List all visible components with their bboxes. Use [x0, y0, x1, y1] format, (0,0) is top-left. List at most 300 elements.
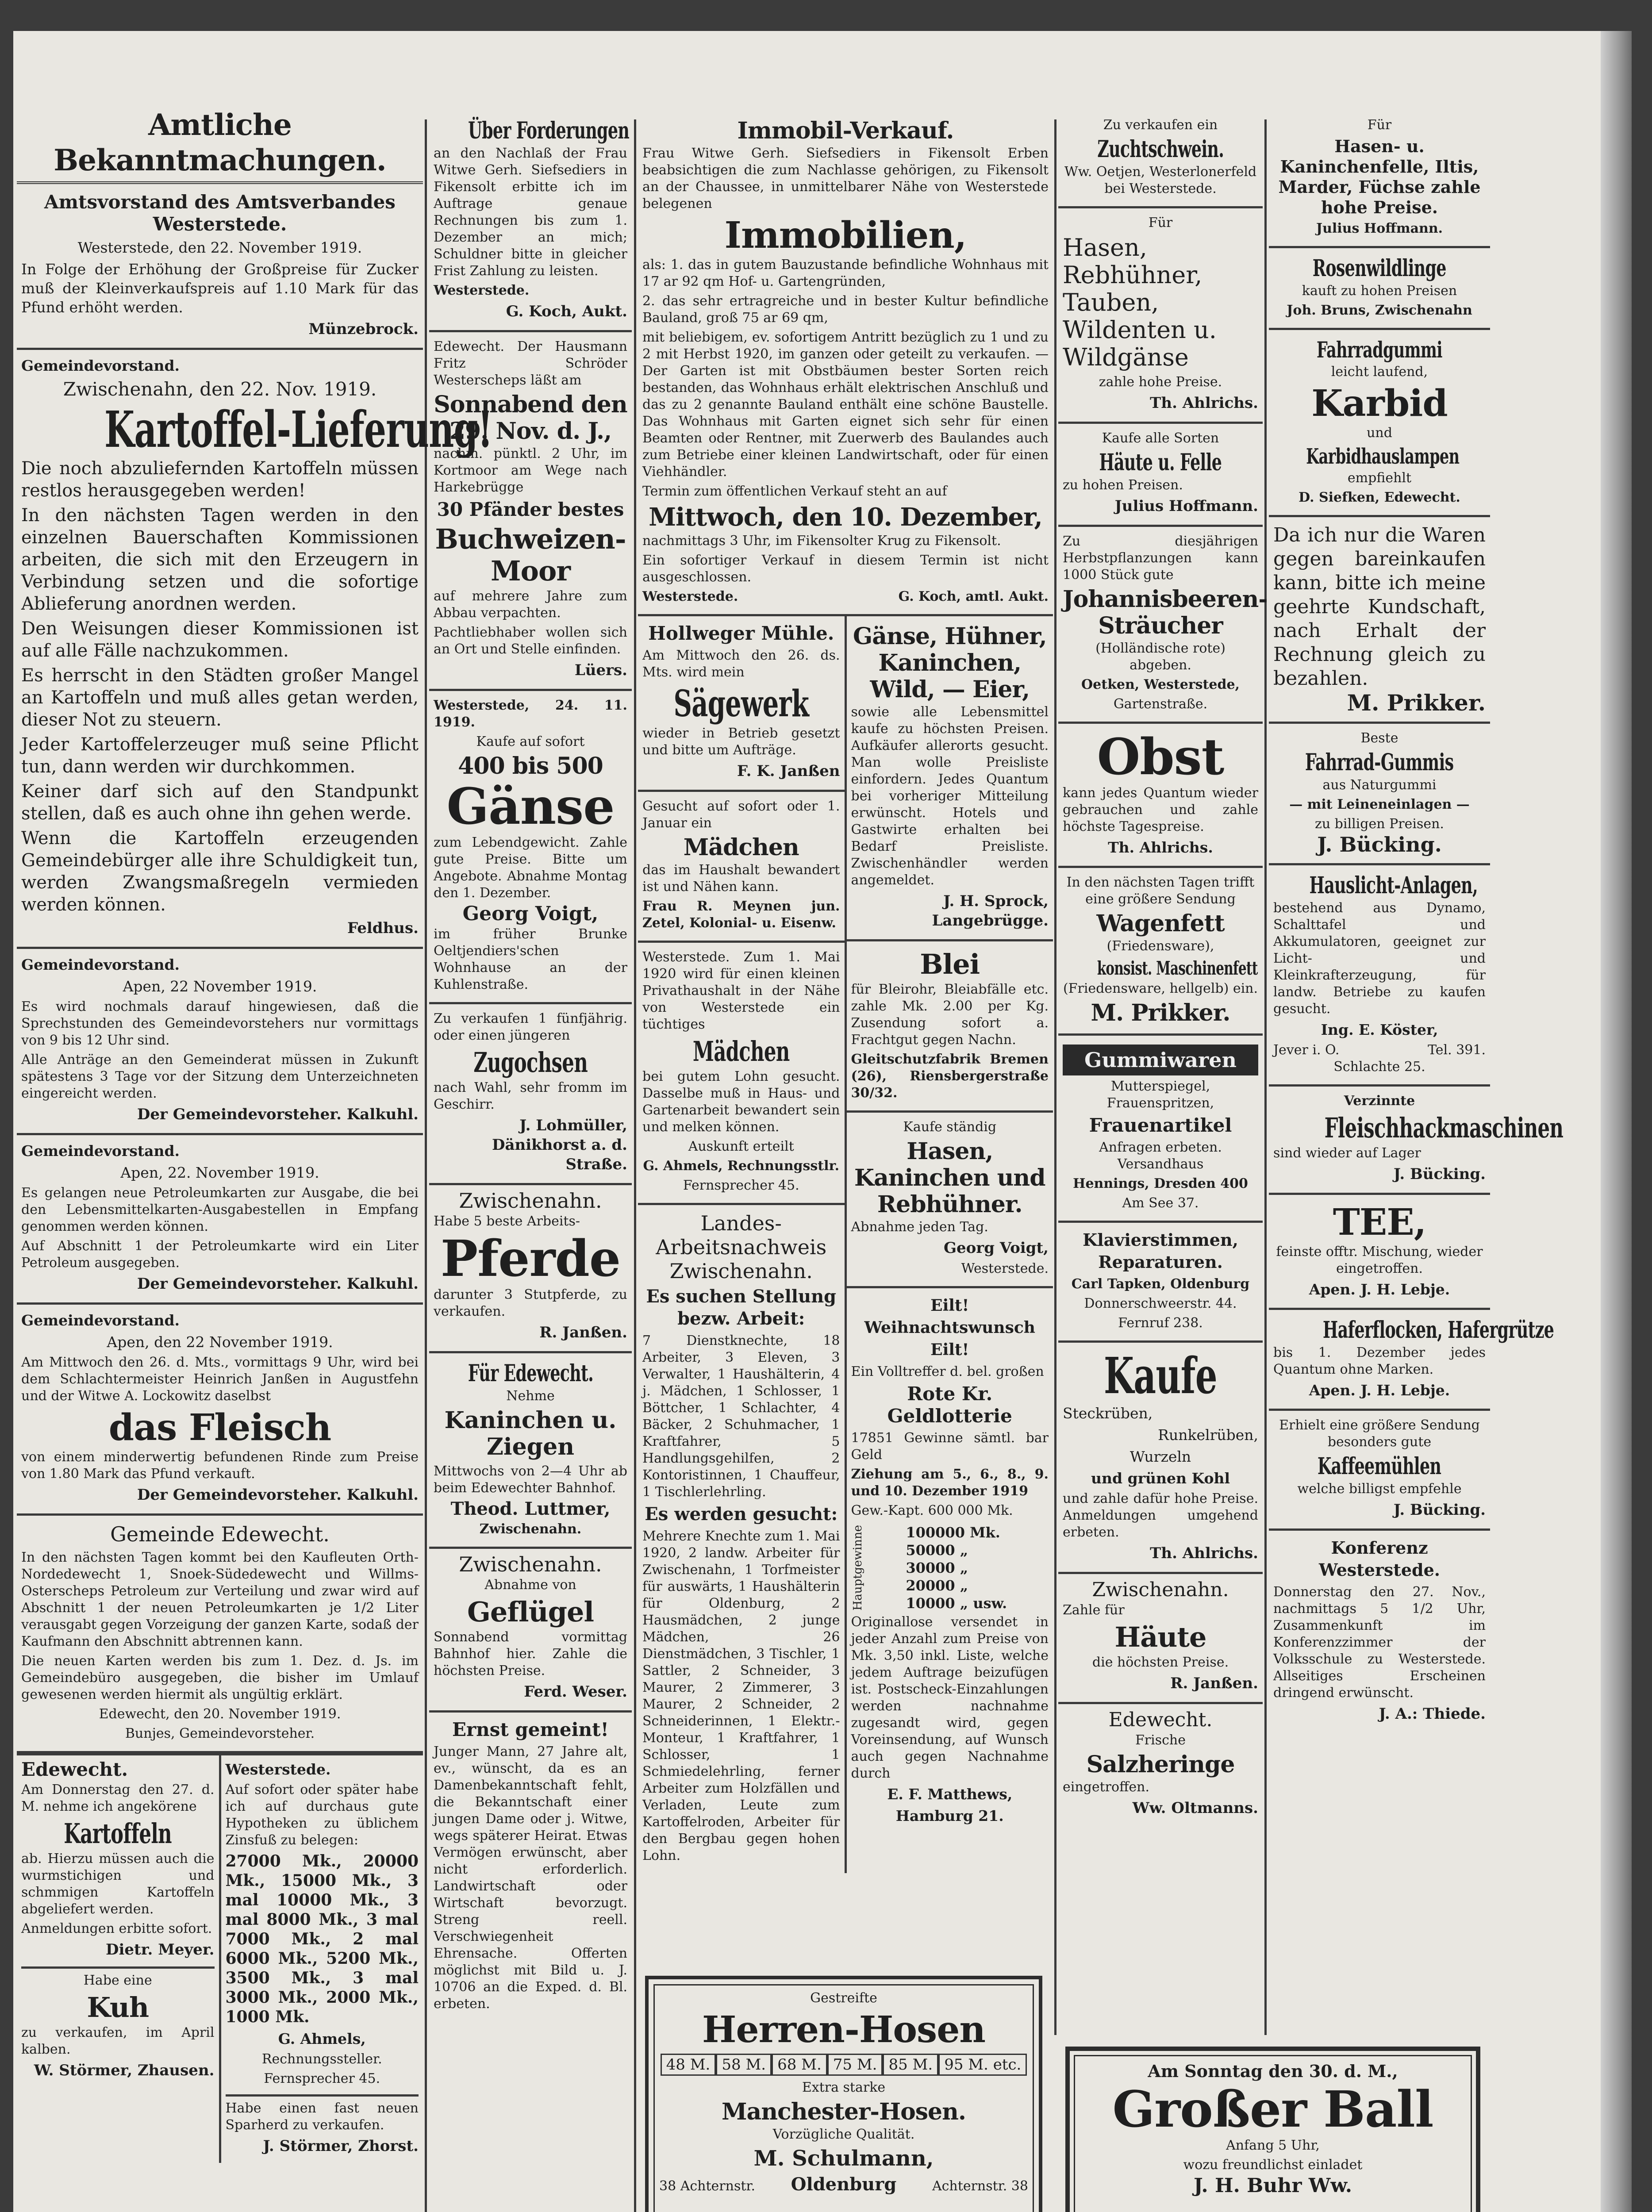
ad-headline: Kaninchen u. Ziegen	[444, 1407, 617, 1460]
price-list	[659, 2054, 1028, 2076]
ad-headline: Wagenfett	[1096, 910, 1225, 937]
column-1	[17, 106, 493, 2212]
ad-headline: Pferde	[440, 1230, 621, 1288]
ad-title: Zwischenahn.	[459, 1552, 602, 1576]
notice-potato-delivery	[17, 350, 493, 949]
ad-labor-exchange	[638, 1205, 845, 1873]
ad-game-buyer	[847, 1113, 1053, 1288]
ad-headline: Gummiwaren	[1063, 1045, 1258, 1075]
ad-body: Da ich nur die Waren gegen bareinkaufen kann, bitte ich meine geehrte Kundschaft, nach Erhalt der Rechnung gleich zu bezahlen.	[1273, 524, 1486, 690]
ad-body: für Bleirohr, Bleiabfälle etc. zahle Mk. 2.00 per Kg. Zusendung sofort a. Frachtgut gegen Nachn.	[851, 982, 1049, 1048]
ad-piano-tuning	[1058, 1223, 1263, 1343]
ad-body: Gew.-Kapt. 600 000 Mk.	[851, 1503, 1013, 1518]
ad-signature: M. Prikker.	[1091, 999, 1230, 1026]
ad-body: an den Nachlaß der Frau Witwe Gerh. Siefsediers in Fikensolt erbitte ich im Auftrage genaue Rechnungen bis zum 1. Dezember an mich; Schuldner bitte in gleicher Frist Zahlung zu leisten.	[434, 146, 627, 279]
ad-title: Immobil-Verkauf.	[737, 117, 954, 144]
notice-body: In Folge der Erhöhung der Großpreise für Zucker muß der Kleinverkaufspreis auf 1.10 Mark für das Pfund erhöht werden.	[21, 261, 419, 316]
column-3-split	[638, 616, 1053, 1873]
ad-headline: Kuh	[87, 1991, 149, 2024]
table-row: 30000 „	[906, 1559, 968, 1576]
ad-signature: Rechnungssteller.	[261, 2051, 382, 2067]
notice-body: Den Weisungen dieser Kommissionen ist auf alle Fälle nachzukommen.	[21, 618, 419, 661]
ad-top: Gestreifte	[810, 1990, 877, 2006]
ad-signature: Hennings, Dresden 400	[1073, 1176, 1248, 1191]
ad-signature: G. Ahmels, Rechnungsstlr.	[643, 1158, 840, 1174]
ad-headline: Fahrradgummi	[1317, 337, 1442, 363]
ad-signature: Lüers.	[574, 661, 627, 679]
ad-signature: Frau R. Meynen jun. Zetel, Kolonial- u. Eisenw.	[642, 899, 840, 931]
ad-headline: Kartoffeln	[64, 1817, 172, 1850]
ad-title: Zwischenahn.	[459, 1189, 602, 1213]
ad-label: Hauptgewinne	[851, 1525, 864, 1611]
ad-maid-zetel	[638, 792, 845, 943]
notice-body: Wenn die Kartoffeln erzeugenden Gemeindebürger alle ihre Schuldigkeit tun, werden Zwangsmaßregeln vermieden werden können.	[21, 828, 419, 915]
notice-body: Jeder Kartoffelerzeuger muß seine Pflicht tun, dann werden wir durchkommen.	[21, 734, 419, 777]
ad-headline: Mädchen	[692, 1035, 790, 1068]
notice-date: Apen, 22. November 1919.	[120, 1164, 319, 1181]
ad-body: Habe eine	[83, 1973, 152, 1988]
ad-signature: Fernsprecher 45.	[264, 2071, 380, 2086]
notice-title: Gemeinde Edewecht.	[110, 1522, 330, 1546]
ad-title: Edewecht.	[1108, 1709, 1213, 1731]
ad-signature: Julius Hoffmann.	[1114, 497, 1258, 515]
ad-signature: Th. Ahlrichs.	[1150, 1544, 1258, 1562]
ad-headline: Häute u. Felle	[1099, 449, 1222, 476]
notice-body: Es herrscht in den Städten großer Mangel an Kartoffeln und muß alles getan werden, dieser Not zu steuern.	[21, 665, 419, 730]
ad-signature: F. K. Janßen	[737, 762, 840, 780]
ad-title: Edewecht.	[21, 1759, 128, 1780]
ad-signature: Fernsprecher 45.	[683, 1178, 799, 1193]
ad-title: Hollweger Mühle.	[648, 622, 834, 644]
ad-rose-stock	[1269, 248, 1490, 330]
ad-fruit	[1058, 724, 1263, 868]
notice-meat-sale	[17, 1305, 423, 1516]
column-rule	[1054, 119, 1057, 2035]
ad-signature: J. Bücking.	[1317, 833, 1442, 856]
notice-body: Es gelangen neue Petroleumkarten zur Ausgabe, die bei den Lebensmittelkarten-Ausgabestellen in Empfang genommen werden können.	[21, 1185, 419, 1234]
notice-body: Alle Anträge an den Gemeinderat müssen in Zukunft spätestens 3 Tage vor der Sitzung dem Unterzeichneten eingereicht werden.	[21, 1052, 419, 1101]
column-1-split	[17, 1753, 423, 2163]
notice-title: Gemeindevorstand.	[21, 1312, 180, 1329]
price-tag: 58 M.	[716, 2054, 772, 2076]
ad-body: Termin zum öffentlichen Verkauf steht an auf	[642, 484, 947, 499]
ad-house-lighting	[1269, 865, 1490, 1087]
ad-headline: Obst	[1097, 728, 1224, 786]
ad-body: Zu diesjährigen Herbstpflanzungen kann 1000 Stück gute	[1063, 534, 1258, 583]
section-heading: Amtliche Bekanntmachungen.	[17, 107, 423, 184]
ad-rabbits-goats	[429, 1353, 632, 1549]
ad-headline: Hauslicht-Anlagen,	[1309, 872, 1478, 899]
ad-body: nachm. pünktl. 2 Uhr, im Kortmoor am Wege nach Harkebrügge	[434, 446, 627, 495]
ad-body: Steckrüben,	[1063, 1405, 1153, 1422]
ad-date: Westerstede, 24. 11. 1919.	[434, 698, 627, 730]
ad-headline: TEE,	[1333, 1201, 1426, 1244]
table-row: 10000 „ usw.	[906, 1595, 1007, 1612]
ad-body: Westerstede. Zum 1. Mai 1920 wird für einen kleinen Privathaushalt in der Nähe von Westerstede ein tüchtiges	[642, 949, 840, 1032]
ad-body: Anfragen erbeten. Versandhaus	[1099, 1140, 1222, 1172]
ad-signature: Tel. 391.	[1428, 1042, 1486, 1058]
ad-body: darunter 3 Stutpferde, zu verkaufen.	[434, 1287, 627, 1319]
ad-signature: Gartenstraße.	[1113, 696, 1208, 712]
notice-signature: Feldhus.	[347, 919, 419, 937]
ad-signature: Jever i. O.	[1273, 1042, 1340, 1058]
ad-body: eingetroffen.	[1063, 1779, 1150, 1795]
ad-signature: J. Lohmüller, Dänikhorst a. d. Straße.	[492, 1117, 627, 1173]
ad-body: Abnahme jeden Tag.	[851, 1219, 988, 1235]
ad-sawmill	[638, 616, 845, 792]
ad-signature: Th. Ahlrichs.	[1150, 394, 1258, 412]
ad-headline: 400 bis 500	[458, 753, 603, 780]
ad-signature: M. Prikker.	[1347, 690, 1486, 716]
ad-body: Pachtliebhaber wollen sich an Ort und Stelle einfinden.	[434, 625, 627, 657]
ad-place: Westerstede.	[642, 589, 738, 604]
ad-item: 2. das sehr ertragreiche und in bester Kultur befindliche Bauland, groß 75 ar 69 qm,	[642, 293, 1049, 326]
ad-body: Runkelrüben,	[1158, 1426, 1258, 1444]
ad-headline: Hasen, Rebhühner, Tauben, Wildenten u. Wildgänse	[1063, 234, 1217, 371]
notice-edewecht-petroleum	[17, 1516, 423, 1753]
ad-bike-tires	[1269, 724, 1490, 865]
ad-title: Landes-Arbeitsnachweis Zwischenahn.	[656, 1211, 827, 1283]
ad-headline: Gänse	[446, 778, 615, 836]
ad-body: ab. Hierzu müssen auch die wurmstichigen und schmmigen Kartoffeln abgeliefert werden.	[21, 1851, 215, 1917]
ad-headline: Kaffeemühlen	[1318, 1453, 1441, 1480]
ad-headline: Johannisbeeren-Sträucher	[1063, 586, 1268, 639]
ad-claims	[429, 111, 632, 332]
notice-body: Die neuen Karten werden bis zum 1. Dez. d. Js. im Gemeindebüro ausgegeben, die bisher im Umlauf gewesenen werden hiermit als ungültig erklärt.	[21, 1653, 419, 1702]
ad-body: Nehme	[506, 1388, 555, 1404]
ad-headline: Über Forderungen	[468, 117, 630, 144]
ad-herring	[1058, 1704, 1263, 1827]
ad-signature: Hamburg 21.	[895, 1807, 1004, 1824]
ad-headline: Rote Kr. Geldlotterie	[887, 1383, 1012, 1427]
ad-body: Anfang 5 Uhr,	[1226, 2138, 1320, 2153]
notice-date: Apen, den 22 November 1919.	[107, 1333, 333, 1351]
ad-headline: Hasen, Kaninchen und Rebhühner.	[854, 1138, 1045, 1218]
ad-title: Ernst gemeint!	[452, 1719, 609, 1740]
ad-title: Eilt! Weihnachtswunsch Eilt!	[864, 1296, 1035, 1359]
ad-signature: J. H. Sprock, Langebrügge.	[932, 892, 1049, 929]
ad-sub: Extra starke	[802, 2080, 886, 2095]
ad-signature: Ww. Oltmanns.	[1132, 1799, 1258, 1817]
notice-body: Die noch abzuliefernden Kartoffeln müssen restlos herausgegeben werden!	[21, 458, 419, 501]
ad-pelts	[1269, 111, 1490, 248]
notice-date: Zwischenahn, den 22. Nov. 1919.	[63, 378, 377, 400]
ad-body: kauft zu hohen Preisen	[1302, 283, 1457, 299]
ad-body: Kaufe ständig	[903, 1119, 997, 1135]
notice-date: Edewecht, den 20. November 1919.	[99, 1706, 341, 1722]
column-3	[638, 111, 1053, 1964]
ad-body: bestehend aus Dynamo, Schalttafel und Akkumulatoren, geeignet zur Licht- und Kleinkrafterzeugung, für landw. Betriebe zu kaufen gesucht.	[1273, 900, 1486, 1017]
ad-body: (Friedensware),	[1106, 938, 1214, 954]
ad-subtitle: Es suchen Stellung bezw. Arbeit:	[646, 1286, 837, 1329]
ad-body: Donnerstag den 27. Nov., nachmittags 5 1/2 Uhr, Zusammenkunft im Konferenzzimmer der Volksschule zu Westerstede. Allseitiges Erscheinen dringend erwünscht.	[1273, 1584, 1486, 1701]
notice-date: Apen, 22 November 1919.	[123, 978, 317, 995]
ad-body: Kaufe auf sofort	[476, 734, 585, 749]
ad-address: Schlachte 25.	[1333, 1059, 1425, 1075]
ad-body: zahle hohe Preise.	[1099, 374, 1222, 390]
notice-signature: Münzebrock.	[308, 320, 419, 338]
ad-signature: Th. Ahlrichs.	[1108, 839, 1213, 856]
ad-body: das im Haushalt bewandert ist und Nähen kann.	[642, 862, 840, 895]
ad-headline: Gänse, Hühner, Kaninchen, Wild, — Eier,	[853, 623, 1047, 703]
ad-breeding-pig	[1058, 111, 1263, 208]
ad-address: 38 Achternstr.	[659, 2178, 756, 2194]
ad-body: In den nächsten Tagen trifft eine größere Sendung	[1066, 875, 1255, 907]
ad-signature: M. Schulmann,	[753, 2146, 934, 2171]
ad-signature: Julius Hoffmann.	[1316, 221, 1443, 236]
ad-body: Junger Mann, 27 Jahre alt, ev., wünscht, da es an Damenbekanntschaft fehlt, die Bekanntschaft einer jungen Dame oder j. Witwe, wegs späterer Heirat. Etwas Vermögen erwünscht, aber nicht erforderlich. Landwirtschaft oder Wirtschaft bevorzugt. Streng reell. Verschwiegenheit Ehrensache. Offerten möglichst mit Bild u. J. 10706 an die Exped. d. Bl. erbeten.	[434, 1744, 627, 2012]
ad-body: zu hohen Preisen.	[1063, 477, 1183, 493]
ad-signature: E. F. Matthews,	[887, 1786, 1013, 1803]
ad-headline: Zugochsen	[473, 1046, 588, 1079]
ad-body: und grünen Kohl	[1091, 1470, 1230, 1487]
ad-signature: W. Störmer, Zhausen.	[34, 2062, 215, 2079]
ad-ox	[429, 1004, 632, 1185]
ad-headline: Herren-Hosen	[702, 2008, 985, 2051]
ad-coffee-mills	[1269, 1411, 1490, 1531]
ad-address: Achternstr. 38	[932, 2178, 1028, 2194]
ad-body: Ein sofortiger Verkauf in diesem Termin ist nicht ausgeschlossen.	[642, 553, 1049, 585]
ad-signature: J. Bücking.	[1393, 1165, 1486, 1183]
ad-headline: Immobilien,	[724, 214, 967, 257]
notice-body: Keiner darf sich auf den Standpunkt stellen, daß es auch ohne ihn gehen werde.	[21, 781, 419, 824]
ad-headline: Fleischhackmaschinen	[1324, 1112, 1564, 1144]
ad-sub: Vorzügliche Qualität.	[772, 2127, 915, 2142]
ad-body: Originallose versendet in jeder Anzahl zum Preise von Mk. 3,50 inkl. Liste, welche jedem Auftrage beizufügen ist. Postscheck-Einzahlungen werden nachnahme zugesandt wird, gegen Voreinsendung, auf Wunsch auch gegen Nachnahme durch	[851, 1614, 1049, 1781]
ad-grease	[1058, 868, 1263, 1036]
ad-body: bei gutem Lohn gesucht. Dasselbe muß in Haus- und Gartenarbeit bewandert sein und melken können.	[642, 1069, 840, 1135]
ad-body: 17851 Gewinne sämtl. bar Geld	[851, 1430, 1049, 1463]
ad-signature: Dietr. Meyer.	[106, 1941, 215, 1959]
ad-headline: Mädchen	[683, 834, 799, 861]
notice-headline: das Fleisch	[108, 1406, 331, 1449]
price-tag: 85 M.	[883, 2054, 938, 2076]
ad-body: sowie alle Lebensmittel kaufe zu höchsten Preisen. Aufkäufer allerorts gesucht. Man wolle Preisliste einfordern. Jedes Quantum bei vorheriger Mitteilung erwünscht. Hotels und Gastwirte erhalten bei Bedarf Preisliste. Zwischenhändler werden angemeldet.	[851, 704, 1049, 888]
ad-signature: Carl Tapken, Oldenburg	[1071, 1276, 1250, 1292]
ad-signature: R. Janßen.	[1170, 1674, 1258, 1692]
column-rule	[634, 119, 636, 2212]
ad-headline: Fahrrad-Gummis	[1305, 749, 1454, 776]
ad-game-prices	[1058, 208, 1263, 424]
ad-body: Für	[1367, 117, 1392, 133]
ad-poultry	[429, 1549, 632, 1713]
notice-sugar-price	[17, 185, 423, 350]
ad-signature: R. Janßen.	[539, 1324, 627, 1341]
ad-title: Konferenz Westerstede.	[1319, 1538, 1440, 1580]
ad-horses	[429, 1185, 632, 1353]
ad-body: Wurzeln	[1130, 1448, 1191, 1465]
ad-body: — mit Leineneinlagen —	[1289, 797, 1470, 812]
ad-mortgages	[226, 1760, 419, 2097]
ad-signature: Am See 37.	[1122, 1195, 1199, 1211]
ad-item: als: 1. das in gutem Bauzustande befindliche Wohnhaus mit 17 ar 92 qm Hof- u. Gartengründen,	[642, 257, 1049, 289]
ad-body: feinste offtr. Mischung, wieder eingetroffen.	[1276, 1244, 1483, 1276]
ad-headline: Klavierstimmen, Reparaturen.	[1083, 1230, 1238, 1272]
ad-body: Abnahme von	[484, 1577, 576, 1593]
page-edge	[1601, 31, 1632, 2212]
ad-headline: Salzheringe	[1086, 1751, 1235, 1778]
ad-signature: Theod. Luttmer,	[450, 1498, 611, 1519]
ad-body: Beste	[1360, 730, 1398, 746]
ad-headline: Karbidhauslampen	[1306, 444, 1460, 469]
ad-body: Mutterspiegel, Frauenspritzen,	[1106, 1079, 1214, 1111]
notice-date: Westerstede, den 22. November 1919.	[77, 239, 362, 256]
notice-title: Gemeindevorstand.	[21, 956, 180, 973]
ad-cow	[21, 1969, 215, 2080]
ad-body: Sonnabend vormittag Bahnhof hier. Zahle die höchsten Preise.	[434, 1629, 627, 1678]
ad-payment-notice	[1269, 517, 1490, 724]
ad-hides-furs	[1058, 424, 1263, 527]
ad-body: auf mehrere Jahre zum Abbau verpachten.	[434, 588, 627, 621]
ad-body: Fernruf 238.	[1118, 1315, 1203, 1331]
ad-marriage	[429, 1713, 632, 2021]
price-tag: 68 M.	[772, 2054, 827, 2076]
price-tag: 75 M.	[827, 2054, 883, 2076]
notice-signature: Bunjes, Gemeindevorsteher.	[125, 1726, 315, 1741]
notice-title: Amtsvorstand des Amtsverbandes Westerstede.	[44, 191, 396, 235]
ad-signature: Georg Voigt,	[943, 1239, 1049, 1257]
column-5	[1269, 111, 1564, 2035]
table-row: 20000 „	[906, 1577, 968, 1594]
ad-body: Zahle für	[1063, 1602, 1125, 1618]
ad-body: Ein Volltreffer d. bel. großen	[851, 1364, 1044, 1379]
ad-body: wozu freundlichst einladet	[1183, 2157, 1363, 2173]
ad-signature: G. Koch, Aukt.	[506, 303, 627, 320]
notice-office-hours	[17, 949, 423, 1135]
ad-body: Gesucht auf sofort oder 1. Januar ein	[642, 799, 840, 831]
ad-place: Westerstede.	[434, 283, 530, 298]
ad-body: Ziehung am 5., 6., 8., 9. und 10. Dezember 1919	[851, 1467, 1049, 1499]
ad-body: (Holländische rote) abgeben.	[1095, 641, 1226, 673]
ad-lottery	[847, 1288, 1053, 1834]
notice-body: Auf Abschnitt 1 der Petroleumkarte wird ein Liter Petroleum ausgegeben.	[21, 1238, 419, 1271]
ad-body: (Friedensware, hellgelb) ein.	[1063, 981, 1258, 996]
ad-signature: J. A.: Thiede.	[1379, 1705, 1486, 1723]
ad-headline: konsist. Maschinenfett	[1097, 957, 1258, 979]
price-tag: 95 M. etc.	[938, 2054, 1027, 2076]
prize-table	[902, 1524, 1010, 1612]
ad-subheadline: 30 Pfänder bestes	[437, 499, 624, 520]
notice-headline: Kartoffel-Lieferung!	[104, 401, 493, 459]
ad-body: und	[1367, 425, 1392, 441]
ad-amounts: 27000 Mk., 20000 Mk., 15000 Mk., 3 mal 10000 Mk., 3 mal 8000 Mk., 3 mal 7000 Mk., 2 mal 6000 Mk., 5200 Mk., 3500 Mk., 3 mal 3000 Mk., 2000 Mk., 1000 Mk.	[225, 1852, 419, 2026]
ad-body: Habe einen fast neuen Sparherd zu verkaufen.	[225, 2101, 419, 2133]
ad-conference	[1269, 1531, 1490, 1732]
notice-title: Gemeindevorstand.	[21, 357, 180, 374]
ad-top: Am Sonntag den 30. d. M.,	[1148, 2061, 1398, 2081]
notice-body: Es wird nochmals darauf hingewiesen, daß die Sprechstunden des Gemeindevorstehers nur vormittags von 9 bis 12 Uhr sind.	[21, 999, 419, 1048]
ad-stove	[226, 2097, 419, 2156]
notice-body: von einem minderwertig befundenen Rinde zum Preise von 1.80 Mark das Pfund verkauft.	[21, 1449, 419, 1482]
ad-body: Zu verkaufen 1 fünfjährig. oder einen jüngeren	[434, 1011, 627, 1043]
ad-body: welche billigst empfehle	[1297, 1481, 1462, 1497]
ad-headline: Haferflocken, Hafergrütze	[1322, 1317, 1554, 1344]
ad-headline: Geflügel	[467, 1596, 594, 1628]
ad-currant-bushes	[1058, 527, 1268, 724]
price-tag: 48 M.	[661, 2054, 716, 2076]
ad-signature: Apen. J. H. Lebje.	[1309, 1382, 1450, 1399]
ad-oats	[1269, 1310, 1554, 1411]
ad-signature: J. Bücking.	[1393, 1501, 1486, 1519]
ad-body: Am Donnerstag den 27. d. M. nehme ich angekörene	[21, 1782, 215, 1814]
ad-signature: Georg Voigt,	[462, 902, 599, 925]
ad-meat-grinders	[1269, 1087, 1564, 1195]
ad-body: wieder in Betrieb gesetzt und bitte um Aufträge.	[642, 726, 840, 758]
ad-headline: Karbid	[1311, 382, 1448, 425]
ad-body: nachmittags 3 Uhr, im Fikensolter Krug zu Fikensolt.	[642, 533, 1001, 549]
ad-body: Erhielt eine größere Sendung besonders gute	[1279, 1417, 1480, 1450]
ad-signature: Ww. Oetjen, Westerlonerfeld bei Westerstede.	[1064, 164, 1257, 196]
notice-body: In den nächsten Tagen kommt bei den Kaufleuten Orth-Nordedewecht 1, Snoek-Südedewecht und Willms-Osterscheps Petroleum zur Verteilung und zwar wird auf Abschnitt 1 der neuen Petroleumkarten je 1/2 Liter verausgabt gegen Vorzeigung der ganzen Karte, sodaß der Kaufmann den Abschnitt abtrennen kann.	[21, 1550, 419, 1649]
ad-maid-westerstede	[638, 943, 845, 1205]
ad-body: aus Naturgummi	[1322, 777, 1437, 793]
ad-body: leicht laufend,	[1331, 364, 1428, 380]
ad-body: kann jedes Quantum wieder gebrauchen und zahle höchste Tagespreise.	[1063, 785, 1258, 834]
ad-signature: J. Störmer, Zhorst.	[263, 2137, 419, 2155]
ad-title: Zwischenahn.	[1092, 1578, 1229, 1601]
ad-tea	[1269, 1195, 1490, 1310]
ad-body: Zu verkaufen ein	[1103, 117, 1218, 133]
ad-body: Für	[1148, 215, 1173, 230]
ad-body: Auskunft erteilt	[688, 1139, 794, 1154]
ad-moor-lease	[429, 332, 632, 691]
ad-signature: Zwischenahn.	[479, 1521, 582, 1537]
ad-body: Frau Witwe Gerh. Siefsediers in Fikensolt Erben beabsichtigen die zum Nachlasse gehörigen, zu Fikensolt an der Chaussee, in unmittelbarer Nähe von Westerstede belegenen	[642, 146, 1049, 211]
ad-title: Westerstede.	[225, 1761, 331, 1778]
ad-body: mit beliebigem, ev. sofortigem Antritt bezüglich zu 1 und zu 2 mit Herbst 1920, im ganzen oder geteilt zu verkaufen. — Der Garten ist mit Obstbäumen bester Sorten reich bestanden, das Wohnhaus erhält elektrischen Anschluß und das zu 2 genannte Bauland enthält eine schöne Baustelle. Das Wohnhaus mit Garten eignet sich sehr für einen Beamten oder Rentner, mit Zuerwerb des Baulandes auch zum Betriebe einer kleinen Landwirtschaft, oder für einen Viehhändler.	[642, 330, 1049, 480]
ad-headline: Rosenwildlinge	[1312, 255, 1447, 282]
ad-body: Donnerschweerstr. 44.	[1084, 1296, 1237, 1311]
ad-body: Habe 5 beste Arbeits-	[434, 1214, 580, 1229]
ad-body: Am Mittwoch den 26. ds. Mts. wird mein	[642, 648, 840, 680]
ad-subtitle: Es werden gesucht:	[645, 1504, 838, 1525]
ad-body: sind wieder auf Lager	[1273, 1145, 1421, 1161]
ad-rubber-goods	[1058, 1036, 1263, 1223]
ad-body: im früher Brunke Oeltjendiers'schen Wohnhause an der Kuhlenstraße.	[434, 926, 627, 992]
ad-body: zu billigen Preisen.	[1315, 816, 1444, 832]
ad-real-estate	[638, 111, 1053, 616]
ad-headline: Hasen- u. Kaninchenfelle, Iltis, Marder, Füchse zahle hohe Preise.	[1278, 136, 1481, 217]
ad-signature: G. Ahmels,	[278, 2030, 366, 2047]
ad-signature: D. Siefken, Edewecht.	[1299, 490, 1460, 505]
ad-lead	[847, 941, 1053, 1113]
ad-signature: Gleitschutzfabrik Bremen (26), Riensbergerstraße 30/32.	[851, 1052, 1049, 1101]
ad-body: Mittwochs von 2—4 Uhr ab beim Edewechter Bahnhof.	[434, 1463, 627, 1496]
ad-headline: Häute	[1114, 1621, 1206, 1653]
ad-headline: Manchester-Hosen.	[721, 2098, 966, 2125]
column-4	[1058, 111, 1268, 2035]
notice-signature: Der Gemeindevorsteher. Kalkuhl.	[137, 1486, 419, 1504]
ad-body: zum Lebendgewicht. Zahle gute Preise. Bitte um Angebote. Abnahme Montag den 1. Dezember.	[434, 835, 627, 901]
notice-signature: Der Gemeindevorsteher. Kalkuhl.	[137, 1275, 419, 1293]
ad-headline: Blei	[920, 948, 980, 980]
table-row: 100000 Mk.	[906, 1524, 1000, 1541]
ad-body: Frische	[1135, 1732, 1186, 1748]
ad-body: Verzinnte	[1344, 1093, 1415, 1109]
ad-body: Auf sofort oder später habe ich auf durchaus gute Hypotheken zu üblichem Zinsfuß zu belegen:	[225, 1782, 419, 1848]
ad-trousers	[638, 1969, 1049, 2212]
ad-geese-buy	[429, 691, 632, 1004]
ad-body: bis 1. Dezember jedes Quantum ohne Marken.	[1273, 1345, 1486, 1377]
notice-body: In den nächsten Tagen werden in den einzelnen Bauerschaften Kommissionen arbeiten, die sich mit den Erzeugern in Verbindung setzen und die sofortige Ablieferung anordnen werden.	[21, 505, 419, 614]
ad-signature: Ing. E. Köster,	[1321, 1021, 1438, 1038]
ad-body: Mehrere Knechte zum 1. Mai 1920, 2 landw. Arbeiter für Zwischenahn, 1 Torfmeister für auswärts, 1 Haushälterin für Oldenburg, 2 Hausmädchen, 2 junge Mädchen, 26 Dienstmädchen, 3 Tischler, 1 Sattler, 2 Schneider, 3 Maurer, 2 Zimmerer, 3 Maurer, 2 Schneider, 2 Schneiderinnen, 1 Elektr.-Monteur, 1 Kraftfahrer, 1 Schlosser, 1 Schmiedelehrling, ferner Arbeiter zum Holzfällen und Verladen, Leute zum Kartoffelroden, Arbeiter für den Bergbau gegen hohen Lohn.	[642, 1528, 840, 1863]
ad-title: Für Edewecht.	[468, 1360, 593, 1387]
ad-city: Oldenburg	[791, 2174, 897, 2195]
notice-body: Am Mittwoch den 26. d. Mts., vormittags 9 Uhr, wird bei dem Schlachtermeister Heinrich Janßen in Augustfehn und der Witwe A. Lockowitz daselbst	[21, 1355, 419, 1404]
ad-signature: G. Koch, amtl. Aukt.	[898, 589, 1049, 604]
ad-signature: Oetken, Westerstede,	[1081, 677, 1240, 692]
